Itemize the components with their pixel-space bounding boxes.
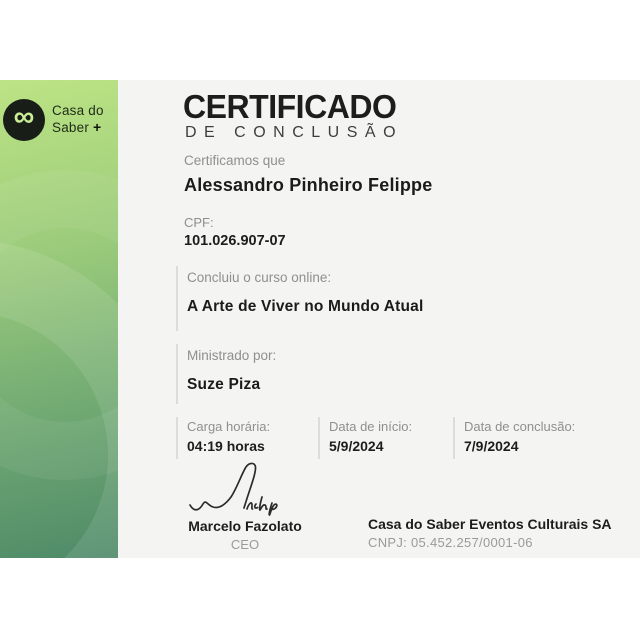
instructor-section [176,344,276,404]
infinity-logo-icon [3,99,45,141]
recipient-name: Alessandro Pinheiro Felippe [184,175,433,195]
workload-value: 04:19 horas [187,438,265,454]
workload-label: Carga horária: [187,419,271,434]
start-date-value: 5/9/2024 [329,438,384,454]
end-date-value: 7/9/2024 [464,438,519,454]
signature-icon [186,460,298,518]
cpf-label: CPF: [184,215,214,230]
brand-name-line1: Casa do [52,103,104,118]
signer-role: CEO [230,537,260,552]
brand-logo-text [52,102,104,136]
instructor-name: Suze Piza [187,376,261,393]
certificate-subtitle: DE CONCLUSÃO [185,124,404,141]
brand-panel [0,80,118,558]
end-date-label: Data de conclusão: [464,419,576,434]
instructor-label: Ministrado por: [187,348,277,363]
plus-icon: + [92,119,102,135]
course-section [176,266,424,331]
issuer-cnpj: CNPJ: 05.452.257/0001-06 [368,535,533,550]
certificate-card [0,80,640,558]
issuer-company: Casa do Saber Eventos Culturais SA [368,516,612,532]
start-date-label: Data de início: [329,419,413,434]
brand-name-line2: Saber [52,120,90,135]
start-date-detail [318,417,443,459]
workload-detail [176,417,306,459]
course-name: A Arte de Viver no Mundo Atual [187,298,424,315]
signer-name: Marcelo Fazolato [188,518,302,534]
cpf-value: 101.026.907-07 [184,233,286,249]
course-label: Concluiu o curso online: [187,270,332,285]
watermark-ring [0,170,118,480]
infinity-glyph: ∞ [13,101,35,133]
certificate-title: CERTIFICADO [183,88,397,125]
brand-logo [3,99,104,141]
intro-label: Certificamos que [184,153,286,168]
end-date-detail [453,417,613,459]
